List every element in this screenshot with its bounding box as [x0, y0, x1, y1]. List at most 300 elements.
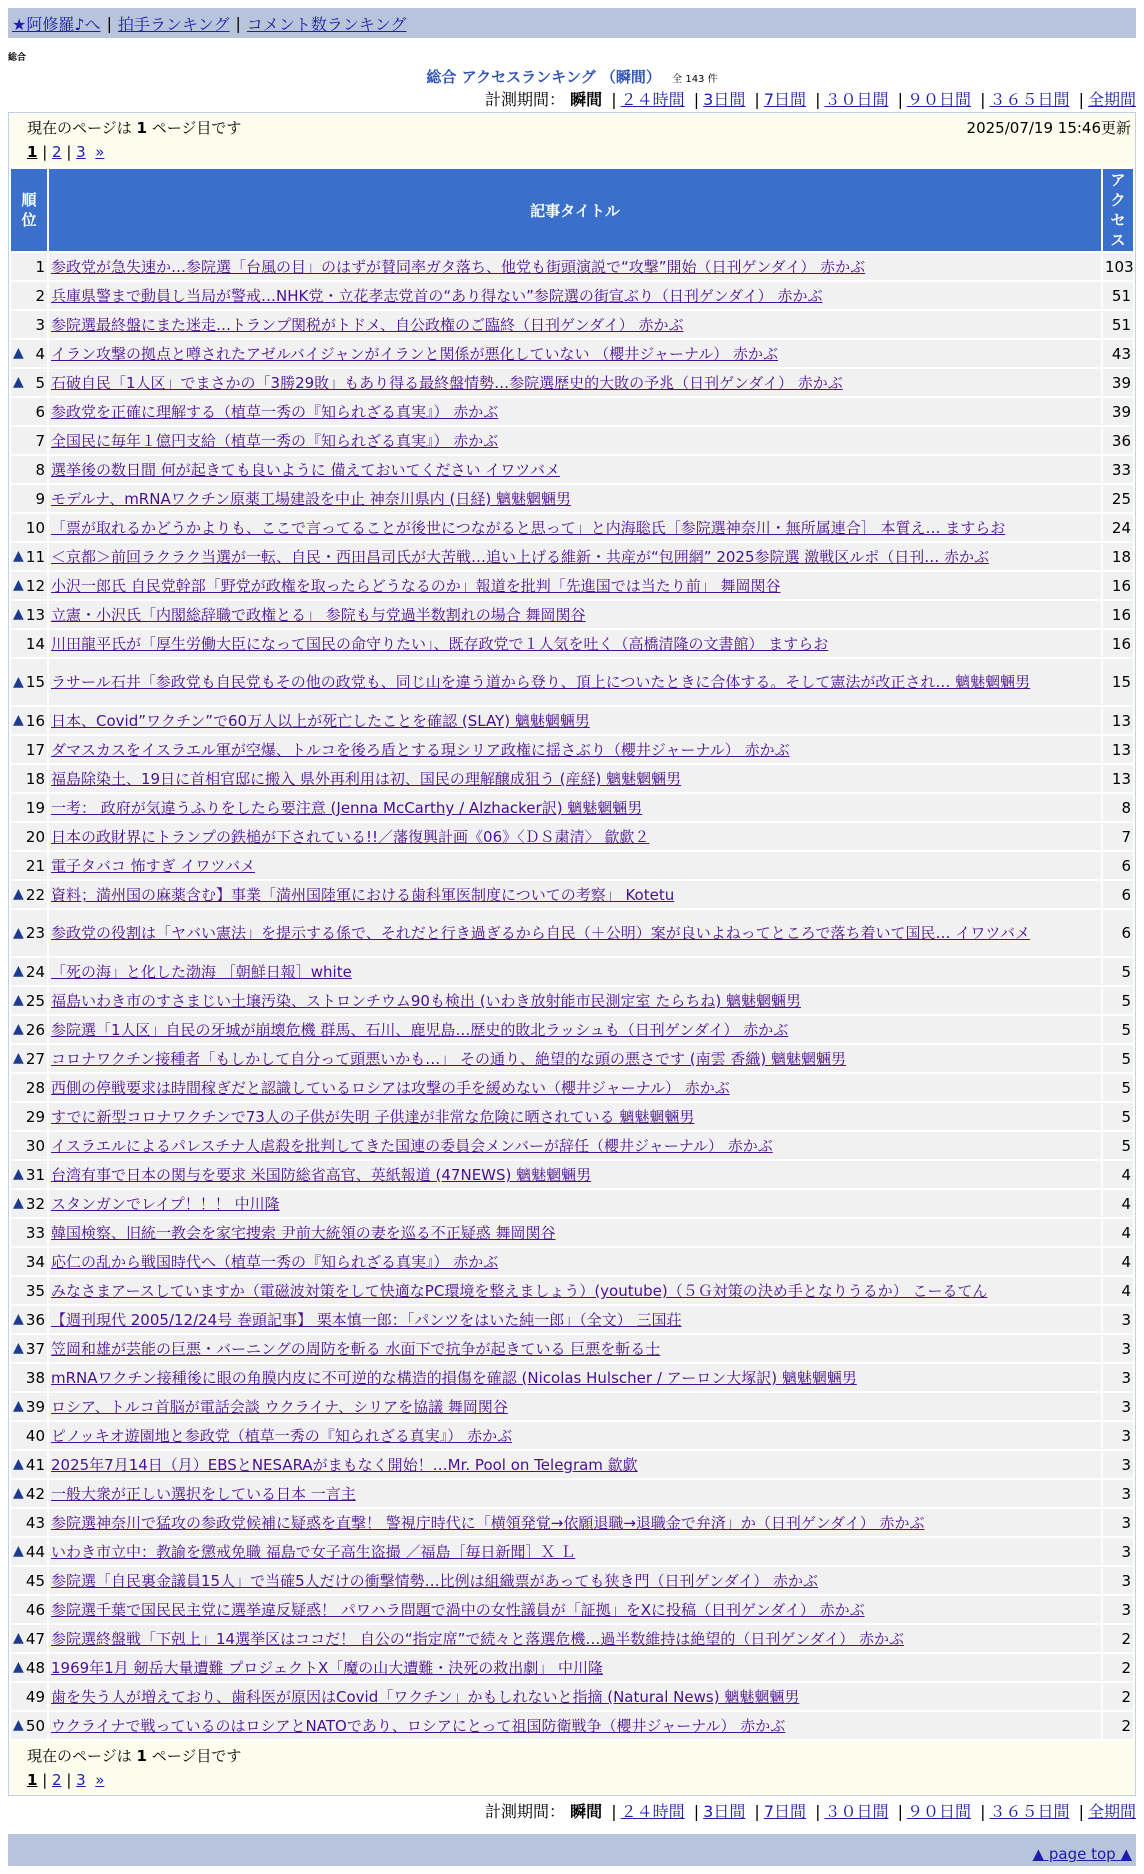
- article-title-link[interactable]: すでに新型コロナワクチンで73人の子供が失明 子供達が非常な危険に晒されている 魑魅魍魎男: [51, 1108, 695, 1126]
- article-title-link[interactable]: 全国民に毎年１億円支給（植草一秀の『知られざる真実』） 赤かぶ: [51, 432, 499, 450]
- article-title-link[interactable]: 日本の政財界にトランプの鉄槌が下されている!!／藩復興計画《06》〈ＤＳ粛清〉 歙歔２: [51, 828, 650, 846]
- rank-cell: [11, 485, 47, 512]
- article-title-link[interactable]: 西側の停戦要求は時間稼ぎだと認識しているロシアは攻撃の手を緩めない（櫻井ジャーナル） 赤かぶ: [51, 1079, 730, 1097]
- rank-up-arrow-icon: ▲: [13, 711, 24, 728]
- rank-cell: [11, 1103, 47, 1130]
- access-count: 3: [1103, 1538, 1133, 1565]
- rank-number: 18: [25, 769, 45, 788]
- title-cell: [49, 1364, 1101, 1391]
- title-cell: [49, 1654, 1101, 1681]
- title-cell: [49, 514, 1101, 541]
- rank-number: 23: [25, 924, 45, 942]
- title-cell: [49, 369, 1101, 396]
- rank-cell: [11, 543, 47, 570]
- rank-cell: [11, 1219, 47, 1246]
- access-count: 4: [1103, 1190, 1133, 1217]
- article-title-link[interactable]: 韓国検察、旧統一教会を家宅捜索 尹前大統領の妻を巡る不正疑惑 舞岡関谷: [51, 1224, 556, 1242]
- rank-cell: [11, 427, 47, 454]
- title-cell: [49, 659, 1101, 705]
- rank-up-arrow-icon: ▲: [13, 991, 24, 1008]
- article-title-link[interactable]: 一考： 政府が気違うふりをしたら要注意 (Jenna McCarthy / Alzhacker訳) 魑魅魍魎男: [51, 799, 643, 817]
- article-title-link[interactable]: 資料；満州国の麻薬含む】事業「満州国陸軍における歯科軍医制度についての考察」 Kotetu: [51, 886, 675, 904]
- access-count: 3: [1103, 1596, 1133, 1623]
- period-link-3d[interactable]: 3日間: [703, 1802, 746, 1821]
- page-next-link[interactable]: »: [95, 143, 105, 161]
- table-row: [11, 659, 1133, 705]
- title-cell: [49, 1277, 1101, 1304]
- access-count: 51: [1103, 311, 1133, 338]
- table-row: [11, 1480, 1133, 1507]
- article-title-link[interactable]: ＜京都＞前回ラクラク当選が一転、自民・西田昌司氏が大苦戦…追い上げる維新・共産が“包囲網” 2025参院選 激戦区ルポ（日刊… 赤かぶ: [51, 548, 990, 566]
- table-row: [11, 1277, 1133, 1304]
- access-count: 5: [1103, 1045, 1133, 1072]
- title-cell: [49, 1045, 1101, 1072]
- table-row: [11, 1654, 1133, 1681]
- article-title-link[interactable]: 参院選終盤戦「下剋上」14選挙区はココだ！ 自公の“指定席”で続々と落選危機…過半数維持は絶望的（日刊ゲンダイ） 赤かぶ: [51, 1630, 904, 1648]
- article-title-link[interactable]: 電子タバコ 怖すぎ イワツバメ: [51, 857, 256, 875]
- rank-cell: [11, 1074, 47, 1101]
- title-cell: [49, 1683, 1101, 1710]
- rank-up-arrow-icon: ▲: [13, 1658, 24, 1675]
- rank-number: 24: [25, 962, 45, 981]
- table-row: [11, 311, 1133, 338]
- table-row: [11, 987, 1133, 1014]
- table-row: [11, 514, 1133, 541]
- rank-up-arrow-icon: ▲: [13, 373, 24, 390]
- ranking-title: 総合 アクセスランキング （瞬間）: [426, 68, 661, 86]
- header-access: アク セス: [1103, 169, 1133, 251]
- title-cell: [49, 485, 1101, 512]
- title-cell: [49, 1480, 1101, 1507]
- nav-separator: |: [235, 13, 241, 33]
- access-count: 3: [1103, 1393, 1133, 1420]
- rank-cell: [11, 1277, 47, 1304]
- article-title-link[interactable]: 兵庫県警まで動員し当局が警戒…NHK党・立花孝志党首の“あり得ない”参院選の街宣ぶり（日刊ゲンダイ） 赤かぶ: [51, 287, 823, 305]
- access-count: 3: [1103, 1480, 1133, 1507]
- current-page-text-bottom: 現在のページは 1 ページ目です: [27, 1747, 242, 1765]
- article-title-link[interactable]: イラン攻撃の拠点と噂されたアゼルバイジャンがイランと関係が悪化していない （櫻井ジャーナル） 赤かぶ: [51, 345, 778, 363]
- rank-cell: [11, 340, 47, 367]
- rank-number: 46: [25, 1600, 45, 1619]
- rank-number: 6: [35, 402, 45, 421]
- table-row: [11, 910, 1133, 956]
- article-title-link[interactable]: ラサール石井「参政党も自民党もその他の政党も、同じ山を違う道から登り、頂上についたときに合体する。そして憲法が改正され… 魑魅魍魎男: [51, 673, 1031, 691]
- article-title-link[interactable]: モデルナ、mRNAワクチン原薬工場建設を中止 神奈川県内 (日経) 魑魅魍魎男: [51, 490, 571, 508]
- rank-cell: [11, 601, 47, 628]
- rank-number: 17: [25, 740, 45, 759]
- rank-number: 14: [25, 634, 45, 653]
- access-count: 39: [1103, 369, 1133, 396]
- rank-number: 26: [25, 1020, 45, 1039]
- rank-up-arrow-icon: ▲: [13, 1165, 24, 1182]
- rank-number: 11: [25, 547, 45, 566]
- rank-up-arrow-icon: ▲: [13, 1339, 24, 1356]
- access-count: 4: [1103, 1277, 1133, 1304]
- table-row: [11, 794, 1133, 821]
- access-count: 4: [1103, 1161, 1133, 1188]
- rank-number: 42: [25, 1484, 45, 1503]
- rank-cell: [11, 1422, 47, 1449]
- access-count: 5: [1103, 987, 1133, 1014]
- period-link-3d[interactable]: 3日間: [703, 90, 746, 109]
- table-row: [11, 1074, 1133, 1101]
- page-link-2[interactable]: 2: [52, 1771, 62, 1789]
- rank-up-arrow-icon: ▲: [13, 547, 24, 564]
- period-link-24h[interactable]: ２４時間: [620, 90, 685, 109]
- rank-number: 34: [25, 1252, 45, 1271]
- access-count: 7: [1103, 823, 1133, 850]
- rank-up-arrow-icon: ▲: [13, 605, 24, 622]
- table-row: [11, 1393, 1133, 1420]
- period-link-365d[interactable]: ３６５日間: [989, 1802, 1070, 1821]
- article-title-link[interactable]: 立憲・小沢氏「内閣総辞職で政権とる」 参院も与党過半数割れの場合 舞岡関谷: [51, 606, 586, 624]
- page-link-3[interactable]: 3: [76, 1771, 86, 1789]
- period-link-365d[interactable]: ３６５日間: [989, 90, 1070, 109]
- period-link-24h[interactable]: ２４時間: [620, 1802, 685, 1821]
- rank-cell: [11, 1567, 47, 1594]
- table-row: [11, 1683, 1133, 1710]
- nav-link-clap-ranking[interactable]: 拍手ランキング: [117, 14, 230, 34]
- article-title-link[interactable]: スタンガンでレイプ！！！ 中川隆: [51, 1195, 280, 1213]
- period-link-all[interactable]: 全期間: [1087, 90, 1136, 109]
- rank-number: 44: [25, 1542, 45, 1561]
- title-cell: [49, 398, 1101, 425]
- rank-cell: [11, 1538, 47, 1565]
- article-title-link[interactable]: ウクライナで戦っているのはロシアとNATOであり、ロシアにとって祖国防衛戦争（櫻井ジャーナル） 赤かぶ: [51, 1717, 786, 1735]
- rank-number: 39: [25, 1397, 45, 1416]
- rank-number: 15: [25, 673, 45, 691]
- rank-cell: [11, 311, 47, 338]
- article-title-link[interactable]: 参政党が急失速か…参院選「台風の目」のはずが賛同率ガタ落ち、他党も街頭演説で“攻撃”開始（日刊ゲンダイ） 赤かぶ: [51, 258, 866, 276]
- rank-number: 12: [25, 576, 45, 595]
- table-row: [11, 1190, 1133, 1217]
- table-row: [11, 1538, 1133, 1565]
- rank-up-arrow-icon: ▲: [13, 1716, 24, 1733]
- table-row: [11, 1422, 1133, 1449]
- period-link-30d[interactable]: ３０日間: [824, 1802, 889, 1821]
- title-cell: [49, 707, 1101, 734]
- access-count: 5: [1103, 1103, 1133, 1130]
- title-cell: [49, 765, 1101, 792]
- article-title-link[interactable]: 参院選「自民裏金議員15人」で当確5人だけの衝撃情勢…比例は組織票があっても狭き門（日刊ゲンダイ） 赤かぶ: [51, 1572, 819, 1590]
- title-cell: [49, 958, 1101, 985]
- period-current: 瞬間: [570, 90, 603, 109]
- rank-cell: [11, 1132, 47, 1159]
- nav-link-comment-ranking[interactable]: コメント数ランキング: [246, 14, 407, 34]
- rank-number: 40: [25, 1426, 45, 1445]
- table-row: [11, 630, 1133, 657]
- table-row: [11, 1161, 1133, 1188]
- access-count: 6: [1103, 852, 1133, 879]
- rank-number: 25: [25, 991, 45, 1010]
- table-row: [11, 543, 1133, 570]
- article-title-link[interactable]: 参院選最終盤にまた迷走…トランプ関税がトドメ、自公政権のご臨終（日刊ゲンダイ） 赤かぶ: [51, 316, 684, 334]
- page-top-link[interactable]: ▲ page top ▲: [1032, 1845, 1132, 1863]
- access-count: 18: [1103, 543, 1133, 570]
- title-cell: [49, 1016, 1101, 1043]
- article-title-link[interactable]: 歯を失う人が増えており、歯科医が原因はCovid「ワクチン」かもしれないと指摘 (Natural News) 魑魅魍魎男: [51, 1688, 800, 1706]
- rank-number: 45: [25, 1571, 45, 1590]
- title-cell: [49, 1625, 1101, 1652]
- table-row: [11, 340, 1133, 367]
- article-title-link[interactable]: 「死の海」と化した渤海 ［朝鮮日報］white: [51, 963, 352, 981]
- period-link-90d[interactable]: ９０日間: [906, 90, 971, 109]
- rank-cell: [11, 765, 47, 792]
- article-title-link[interactable]: ロシア、トルコ首脳が電話会談 ウクライナ、シリアを協議 舞岡関谷: [51, 1398, 508, 1416]
- rank-cell: [11, 707, 47, 734]
- title-cell: [49, 736, 1101, 763]
- table-row: [11, 852, 1133, 879]
- category-label: 総合: [8, 53, 27, 63]
- rank-cell: [11, 1306, 47, 1333]
- rank-up-arrow-icon: ▲: [13, 1020, 24, 1037]
- rank-cell: [11, 852, 47, 879]
- article-title-link[interactable]: 2025年7月14日（月）EBSとNESARAがまもなく開始！…Mr. Pool on Telegram 歙歔: [51, 1456, 638, 1474]
- title-cell: [49, 572, 1101, 599]
- table-row: [11, 1625, 1133, 1652]
- access-count: 3: [1103, 1509, 1133, 1536]
- access-count: 5: [1103, 958, 1133, 985]
- rank-up-arrow-icon: ▲: [13, 925, 24, 941]
- rank-cell: [11, 514, 47, 541]
- article-title-link[interactable]: イスラエルによるパレスチナ人虐殺を批判してきた国連の委員会メンバーが辞任（櫻井ジャーナル） 赤かぶ: [51, 1137, 773, 1155]
- table-row: [11, 456, 1133, 483]
- article-title-link[interactable]: 参院選「1人区」自民の牙城が崩壊危機 群馬、石川、鹿児島…歴史的敗北ラッシュも（日刊ゲンダイ） 赤かぶ: [51, 1021, 789, 1039]
- rank-number: 32: [25, 1194, 45, 1213]
- rank-cell: [11, 572, 47, 599]
- period-link-7d[interactable]: 7日間: [763, 1802, 806, 1821]
- title-cell: [49, 601, 1101, 628]
- total-count: 全 143 件: [672, 74, 718, 85]
- access-count: 33: [1103, 456, 1133, 483]
- rank-number: 13: [25, 605, 45, 624]
- article-title-link[interactable]: mRNAワクチン接種後に眼の角膜内皮に不可逆的な構造的損傷を確認 (Nicolas Hulscher / アーロン大塚訳) 魑魅魍魎男: [51, 1369, 857, 1387]
- table-row: [11, 707, 1133, 734]
- page-link-1[interactable]: 1: [27, 1771, 38, 1789]
- article-title-link[interactable]: 参院選神奈川で猛攻の参政党候補に疑惑を直撃！ 警視庁時代に「横領発覚→依願退職→退職金で弁済」か（日刊ゲンダイ） 赤かぶ: [51, 1514, 925, 1532]
- table-row: [11, 765, 1133, 792]
- title-cell: [49, 1335, 1101, 1362]
- access-count: 5: [1103, 1016, 1133, 1043]
- page-title: [0, 66, 1144, 88]
- pagination-top: 1 | 2 | 3 »: [27, 143, 105, 161]
- table-row: [11, 736, 1133, 763]
- access-count: 2: [1103, 1683, 1133, 1710]
- rank-cell: [11, 369, 47, 396]
- article-title-link[interactable]: 福島いわき市のすさまじい土壌汚染、ストロンチウム90も検出 (いわき放射能市民測定室 たらちね) 魑魅魍魎男: [51, 992, 801, 1010]
- access-count: 3: [1103, 1306, 1133, 1333]
- rank-cell: [11, 1161, 47, 1188]
- period-link-90d[interactable]: ９０日間: [906, 1802, 971, 1821]
- rank-number: 48: [25, 1658, 45, 1677]
- rank-cell: [11, 1364, 47, 1391]
- table-row: [11, 881, 1133, 908]
- article-title-link[interactable]: 【週刊現代 2005/12/24号 巻頭記事】 栗本慎一郎：「パンツをはいた純一郎」（全文） 三国荘: [51, 1311, 682, 1329]
- article-title-link[interactable]: 小沢一郎氏 自民党幹部「野党が政権を取ったらどうなるのか」報道を批判「先進国では当たり前」 舞岡関谷: [51, 577, 781, 595]
- title-cell: [49, 910, 1101, 956]
- title-cell: [49, 1538, 1101, 1565]
- rank-number: 36: [25, 1310, 45, 1329]
- rank-number: 35: [25, 1281, 45, 1300]
- rank-up-arrow-icon: ▲: [13, 1310, 24, 1327]
- period-label: 計測期間：: [485, 90, 566, 109]
- rank-up-arrow-icon: ▲: [13, 344, 24, 361]
- article-title-link[interactable]: 参院選千葉で国民民主党に選挙違反疑惑！ パワハラ問題で渦中の女性議員が「証拠」をXに投稿（日刊ゲンダイ） 赤かぶ: [51, 1601, 865, 1619]
- rank-number: 30: [25, 1136, 45, 1155]
- title-cell: [49, 1596, 1101, 1623]
- table-row: [11, 1567, 1133, 1594]
- article-title-link[interactable]: 一般大衆が正しい選択をしている日本 一言主: [51, 1485, 356, 1503]
- access-count: 8: [1103, 794, 1133, 821]
- top-nav-bar: [8, 8, 1136, 38]
- period-link-7d[interactable]: 7日間: [763, 90, 806, 109]
- rank-cell: [11, 1393, 47, 1420]
- bottom-bar: [8, 1834, 1136, 1866]
- table-row: [11, 369, 1133, 396]
- article-title-link[interactable]: いわき市立中：教諭を懲戒免職 福島で女子高生盗撮 ／福島［毎日新聞］Ｘ Ｌ: [51, 1543, 576, 1561]
- title-cell: [49, 1306, 1101, 1333]
- rank-cell: [11, 881, 47, 908]
- rank-cell: [11, 1596, 47, 1623]
- article-title-link[interactable]: みなさまアースしていますか（電磁波対策をして快適なPC環境を整えましょう）(youtube)（５Ｇ対策の決め手となりうるか） こーるてん: [51, 1282, 988, 1300]
- page-info-bottom: [9, 1741, 1135, 1795]
- nav-link-asyura[interactable]: ★阿修羅♪へ: [12, 14, 101, 34]
- rank-cell: [11, 1625, 47, 1652]
- table-row: [11, 1306, 1133, 1333]
- rank-number: 38: [25, 1368, 45, 1387]
- rank-number: 29: [25, 1107, 45, 1126]
- page-link-2[interactable]: 2: [52, 143, 62, 161]
- table-row: [11, 485, 1133, 512]
- ranking-table: [9, 167, 1135, 1741]
- page-next-link[interactable]: »: [95, 1771, 105, 1789]
- rank-cell: [11, 736, 47, 763]
- rank-up-arrow-icon: ▲: [13, 1194, 24, 1211]
- access-count: 5: [1103, 1132, 1133, 1159]
- rank-cell: [11, 253, 47, 280]
- page-link-1[interactable]: 1: [27, 143, 38, 161]
- title-cell: [49, 823, 1101, 850]
- access-count: 3: [1103, 1335, 1133, 1362]
- period-label: 計測期間：: [485, 1802, 566, 1821]
- table-row: [11, 1219, 1133, 1246]
- table-row: [11, 1596, 1133, 1623]
- rank-number: 19: [25, 798, 45, 817]
- article-title-link[interactable]: ピノッキオ遊園地と参政党（植草一秀の『知られざる真実』） 赤かぶ: [51, 1427, 513, 1445]
- access-count: 36: [1103, 427, 1133, 454]
- access-count: 13: [1103, 736, 1133, 763]
- title-cell: [49, 282, 1101, 309]
- article-title-link[interactable]: コロナワクチン接種者「もしかして自分って頭悪いかも…」 その通り、絶望的な頭の悪さです (南雲 香織) 魑魅魍魎男: [51, 1050, 847, 1068]
- article-title-link[interactable]: 応仁の乱から戦国時代へ（植草一秀の『知られざる真実』） 赤かぶ: [51, 1253, 499, 1271]
- access-count: 4: [1103, 1248, 1133, 1275]
- rank-cell: [11, 987, 47, 1014]
- page-link-3[interactable]: 3: [76, 143, 86, 161]
- updated-timestamp: 2025/07/19 15:46更新: [966, 119, 1131, 137]
- table-row: [11, 1045, 1133, 1072]
- header-rank: 順 位: [11, 169, 47, 251]
- article-title-link[interactable]: 台湾有事で日本の関与を要求 米国防総省高官、英紙報道 (47NEWS) 魑魅魍魎男: [51, 1166, 592, 1184]
- rank-number: 16: [25, 711, 45, 730]
- rank-cell: [11, 794, 47, 821]
- period-current: 瞬間: [570, 1802, 603, 1821]
- rank-number: 28: [25, 1078, 45, 1097]
- title-cell: [49, 1509, 1101, 1536]
- rank-number: 43: [25, 1513, 45, 1532]
- article-title-link[interactable]: 日本、Covid”ワクチン”で60万人以上が死亡したことを確認 (SLAY) 魑魅魍魎男: [51, 712, 590, 730]
- table-row: [11, 958, 1133, 985]
- table-row: [11, 1132, 1133, 1159]
- table-row: [11, 1335, 1133, 1362]
- access-count: 13: [1103, 707, 1133, 734]
- rank-number: 31: [25, 1165, 45, 1184]
- rank-cell: [11, 659, 47, 705]
- title-cell: [49, 1132, 1101, 1159]
- rank-cell: [11, 910, 47, 956]
- period-link-30d[interactable]: ３０日間: [824, 90, 889, 109]
- title-cell: [49, 543, 1101, 570]
- access-count: 3: [1103, 1567, 1133, 1594]
- access-count: 51: [1103, 282, 1133, 309]
- article-title-link[interactable]: 「票が取れるかどうかよりも、ここで言ってることが後世につながると思って」と内海聡氏［参院選神奈川・無所属連合］ 本質え… ますらお: [51, 519, 1006, 537]
- rank-number: 3: [35, 315, 45, 334]
- article-title-link[interactable]: 石破自民「1人区」でまさかの「3勝29敗」もあり得る最終盤情勢…参院選歴史的大敗の予兆（日刊ゲンダイ） 赤かぶ: [51, 374, 843, 392]
- current-page-text: 現在のページは 1 ページ目です: [27, 119, 242, 137]
- rank-cell: [11, 1654, 47, 1681]
- access-count: 15: [1103, 659, 1133, 705]
- article-title-link[interactable]: 参政党を正確に理解する（植草一秀の『知られざる真実』） 赤かぶ: [51, 403, 499, 421]
- article-title-link[interactable]: 1969年1月 剱岳大量遭難 プロジェクトX「魔の山大遭難・決死の救出劇」 中川隆: [51, 1659, 604, 1677]
- rank-up-arrow-icon: ▲: [13, 1629, 24, 1646]
- article-title-link[interactable]: 福島除染土、19日に首相官邸に搬入 県外再利用は初、国民の理解醸成狙う (産経) 魑魅魍魎男: [51, 770, 682, 788]
- rank-up-arrow-icon: ▲: [13, 962, 24, 979]
- access-count: 5: [1103, 1074, 1133, 1101]
- article-title-link[interactable]: 川田龍平氏が「厚生労働大臣になって国民の命守りたい」、既存政党で１人気を吐く（高橋清隆の文書館） ますらお: [51, 635, 829, 653]
- article-title-link[interactable]: 選挙後の数日間 何が起きても良いように 備えておいてください イワツバメ: [51, 461, 561, 479]
- title-cell: [49, 1451, 1101, 1478]
- pagination-bottom: 1 | 2 | 3 »: [27, 1771, 105, 1789]
- access-count: 16: [1103, 630, 1133, 657]
- table-row: [11, 1248, 1133, 1275]
- access-count: 6: [1103, 910, 1133, 956]
- title-cell: [49, 1422, 1101, 1449]
- period-link-all[interactable]: 全期間: [1087, 1802, 1136, 1821]
- rank-number: 41: [25, 1455, 45, 1474]
- access-count: 103: [1103, 253, 1133, 280]
- access-count: 3: [1103, 1364, 1133, 1391]
- title-cell: [49, 1161, 1101, 1188]
- title-cell: [49, 1248, 1101, 1275]
- rank-cell: [11, 958, 47, 985]
- table-row: [11, 1364, 1133, 1391]
- title-cell: [49, 340, 1101, 367]
- rank-cell: [11, 456, 47, 483]
- ranking-panel: [8, 112, 1136, 1796]
- article-title-link[interactable]: ダマスカスをイスラエル軍が空爆、トルコを後ろ盾とする現シリア政権に揺さぶり（櫻井ジャーナル） 赤かぶ: [51, 741, 790, 759]
- rank-up-arrow-icon: ▲: [13, 674, 24, 690]
- access-count: 43: [1103, 340, 1133, 367]
- article-title-link[interactable]: 参政党の役割は「ヤバい憲法」を提示する係で、それだと行き過ぎるから自民（＋公明）案が良いよねってところで落ち着いて国民… イワツバメ: [51, 924, 1031, 942]
- nav-separator: |: [106, 13, 112, 33]
- rank-number: 33: [25, 1223, 45, 1242]
- article-title-link[interactable]: 笠岡和雄が芸能の巨悪・バーニングの周防を斬る 水面下で抗争が起きている 巨悪を斬る士: [51, 1340, 661, 1358]
- rank-number: 20: [25, 827, 45, 846]
- table-row: [11, 1509, 1133, 1536]
- access-count: 25: [1103, 485, 1133, 512]
- page-info-top: [9, 113, 1135, 167]
- access-count: 2: [1103, 1712, 1133, 1739]
- rank-number: 5: [35, 373, 45, 392]
